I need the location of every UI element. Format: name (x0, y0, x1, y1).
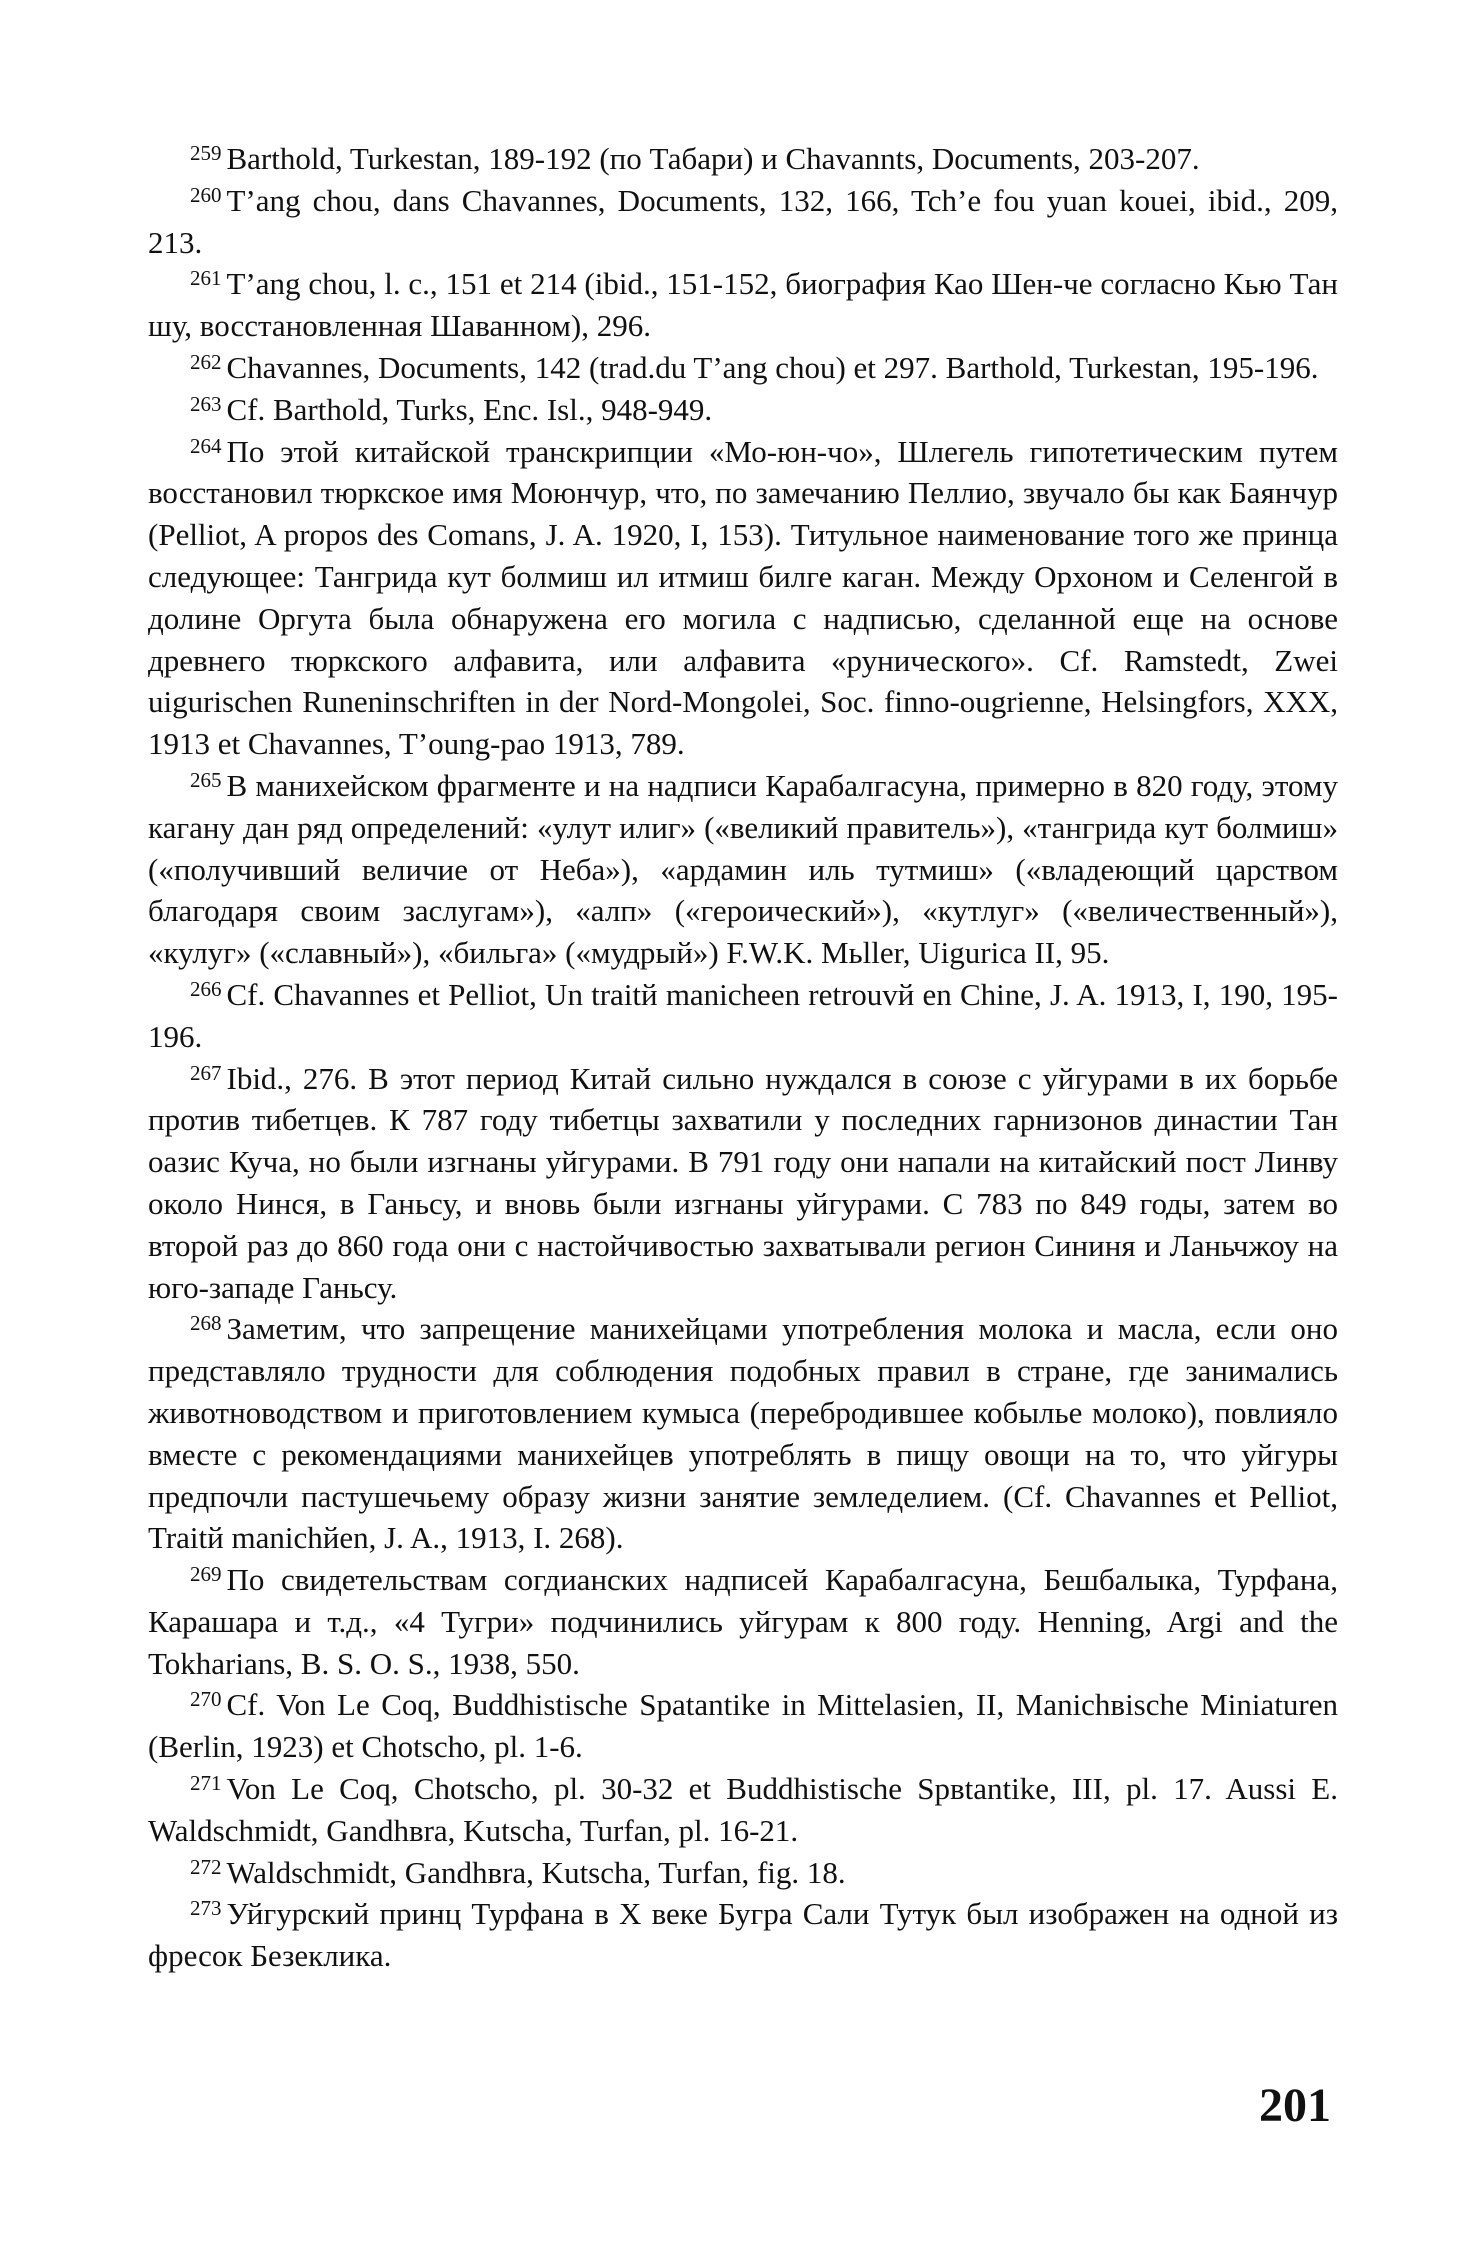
footnote-number: 267 (190, 1060, 222, 1085)
footnote-text: Ibid., 276. В этот период Китай сильно нуждался в союзе с уйгурами в их борьбе против тибетцев. К 787 году тибетцы захватили у последних гарнизонов династии Тан оазис Куча, но были изгнаны уйгурами. В 791 году они напали на китайский пост Линву около Нинся, в Ганьсу, и вновь были изгнаны уйгурами. С 783 по 849 годы, затем во второй раз до 860 года они с настойчивостью захватывали регион Сининя и Ланьчжоу на юго-западе Ганьсу. (148, 1060, 1338, 1305)
footnote-267 (148, 1058, 1338, 1309)
footnote-number: 273 (190, 1896, 222, 1921)
footnote-number: 265 (190, 767, 222, 792)
footnote-number: 268 (190, 1311, 222, 1336)
footnote-text: Cf. Von Le Coq, Buddhistische Spatantike in Mittelasien, II, Manichвische Miniaturen (Berlin, 1923) et Chotscho, pl. 1-6. (148, 1687, 1338, 1765)
footnotes-block (148, 138, 1338, 1977)
footnote-text: Заметим, что запрещение манихейцами употребления молока и масла, если оно представляло трудности для соблюдения подобных правил в стране, где занимались животноводством и приготовлением кумыса (перебродившее кобылье молоко), повлияло вместе с рекомендациями манихейцев употреблять в пищу овощи на то, что уйгуры предпочли пастушечьему образу жизни занятие земледелием. (Cf. Chavannes et Pelliot, Traitй manichйen, J. A., 1913, I. 268). (148, 1311, 1338, 1556)
footnote-266 (148, 974, 1338, 1058)
footnote-263 (148, 389, 1338, 431)
footnote-text: Waldschmidt, Gandhвra, Kutscha, Turfan, fig. 18. (226, 1854, 846, 1890)
footnote-number: 266 (190, 976, 222, 1001)
footnote-262 (148, 347, 1338, 389)
footnote-text: По этой китайской транскрипции «Мо-юн-чо», Шлегель гипотетическим путем восстановил тюркское имя Моюнчур, что, по замечанию Пеллио, звучало бы как Баянчур (Pelliot, A propos des Comans, J. A. 1920, I, 153). Титульное наименование того же принца следующее: Тангрида кут болмиш ил итмиш билге каган. Между Орхоном и Селенгой в долине Оргута была обнаружена его могила с надписью, сделанной еще на основе древнего тюркского алфавита, или алфавита «рунического». Cf. Ramstedt, Zwei uigurischen Runeninschriften in der Nord-Mongolei, Soc. finno-ougrienne, Helsingfors, XXX, 1913 et Chavannes, T’oung-pao 1913, 789. (148, 433, 1338, 762)
footnote-number: 263 (190, 391, 222, 416)
footnote-264 (148, 431, 1338, 765)
footnote-271 (148, 1768, 1338, 1852)
footnote-number: 260 (190, 182, 222, 207)
footnote-text: T’ang chou, dans Chavannes, Documents, 132, 166, Tch’e fou yuan kouei, ibid., 209, 213. (148, 182, 1338, 260)
footnote-number: 271 (190, 1771, 222, 1796)
footnote-text: Cf. Chavannes et Pelliot, Un traitй manicheen retrouvй en Chine, J. A. 1913, I, 190, 195-196. (148, 976, 1338, 1054)
footnote-text: Уйгурский принц Турфана в X веке Бугра Сали Тутук был изображен на одной из фресок Безеклика. (148, 1896, 1338, 1974)
page-number: 201 (1259, 2079, 1331, 2132)
footnote-text: По свидетельствам согдианских надписей Карабалгасуна, Бешбалыка, Турфана, Карашара и т.д., «4 Тугри» подчинились уйгурам к 800 году. Henning, Argi and the Tokharians, B. S. O. S., 1938, 550. (148, 1562, 1338, 1681)
footnote-number: 269 (190, 1562, 222, 1587)
footnote-270 (148, 1684, 1338, 1768)
footnote-269 (148, 1559, 1338, 1684)
footnote-text: Barthold, Turkestan, 189-192 (по Табари) и Chavannts, Documents, 203-207. (226, 141, 1200, 176)
footnote-273 (148, 1893, 1338, 1977)
footnote-number: 259 (190, 141, 222, 165)
footnote-number: 262 (190, 349, 222, 374)
footnote-text: Cf. Barthold, Turks, Enc. Isl., 948-949. (226, 391, 713, 427)
footnote-number: 264 (190, 433, 222, 458)
footnote-text: В манихейском фрагменте и на надписи Карабалгасуна, примерно в 820 году, этому кагану дан ряд определений: «улут илиг» («великий правитель»), «тангрида кут болмиш» («получивший величие от Неба»), «ардамин иль тутмиш» («владеющий царством благодаря своим заслугам»), «алп» («героический»), «кутлуг» («величественный»), «кулуг» («славный»), «бильга» («мудрый») F.W.K. Mьller, Uigurica II, 95. (148, 767, 1338, 971)
footnote-text: Chavannes, Documents, 142 (trad.du T’ang chou) et 297. Barthold, Turkestan, 195-196. (226, 349, 1319, 385)
footnote-265 (148, 765, 1338, 974)
footnote-number: 272 (190, 1854, 222, 1879)
footnote-261 (148, 263, 1338, 347)
footnote-text: T’ang chou, l. c., 151 et 214 (ibid., 151-152, биография Као Шен-че согласно Кью Тан шу, восстановленная Шаванном), 296. (148, 266, 1338, 344)
footnote-number: 270 (190, 1687, 222, 1712)
footnote-260 (148, 180, 1338, 264)
footnote-text: Von Le Coq, Chotscho, pl. 30-32 et Buddhistische Spвtantike, III, pl. 17. Aussi E. Waldschmidt, Gandhвra, Kutscha, Turfan, pl. 16-21. (148, 1771, 1338, 1848)
footnote-272 (148, 1852, 1338, 1894)
footnote-259 (148, 138, 1338, 180)
footnote-number: 261 (190, 266, 222, 291)
footnote-268 (148, 1308, 1338, 1559)
